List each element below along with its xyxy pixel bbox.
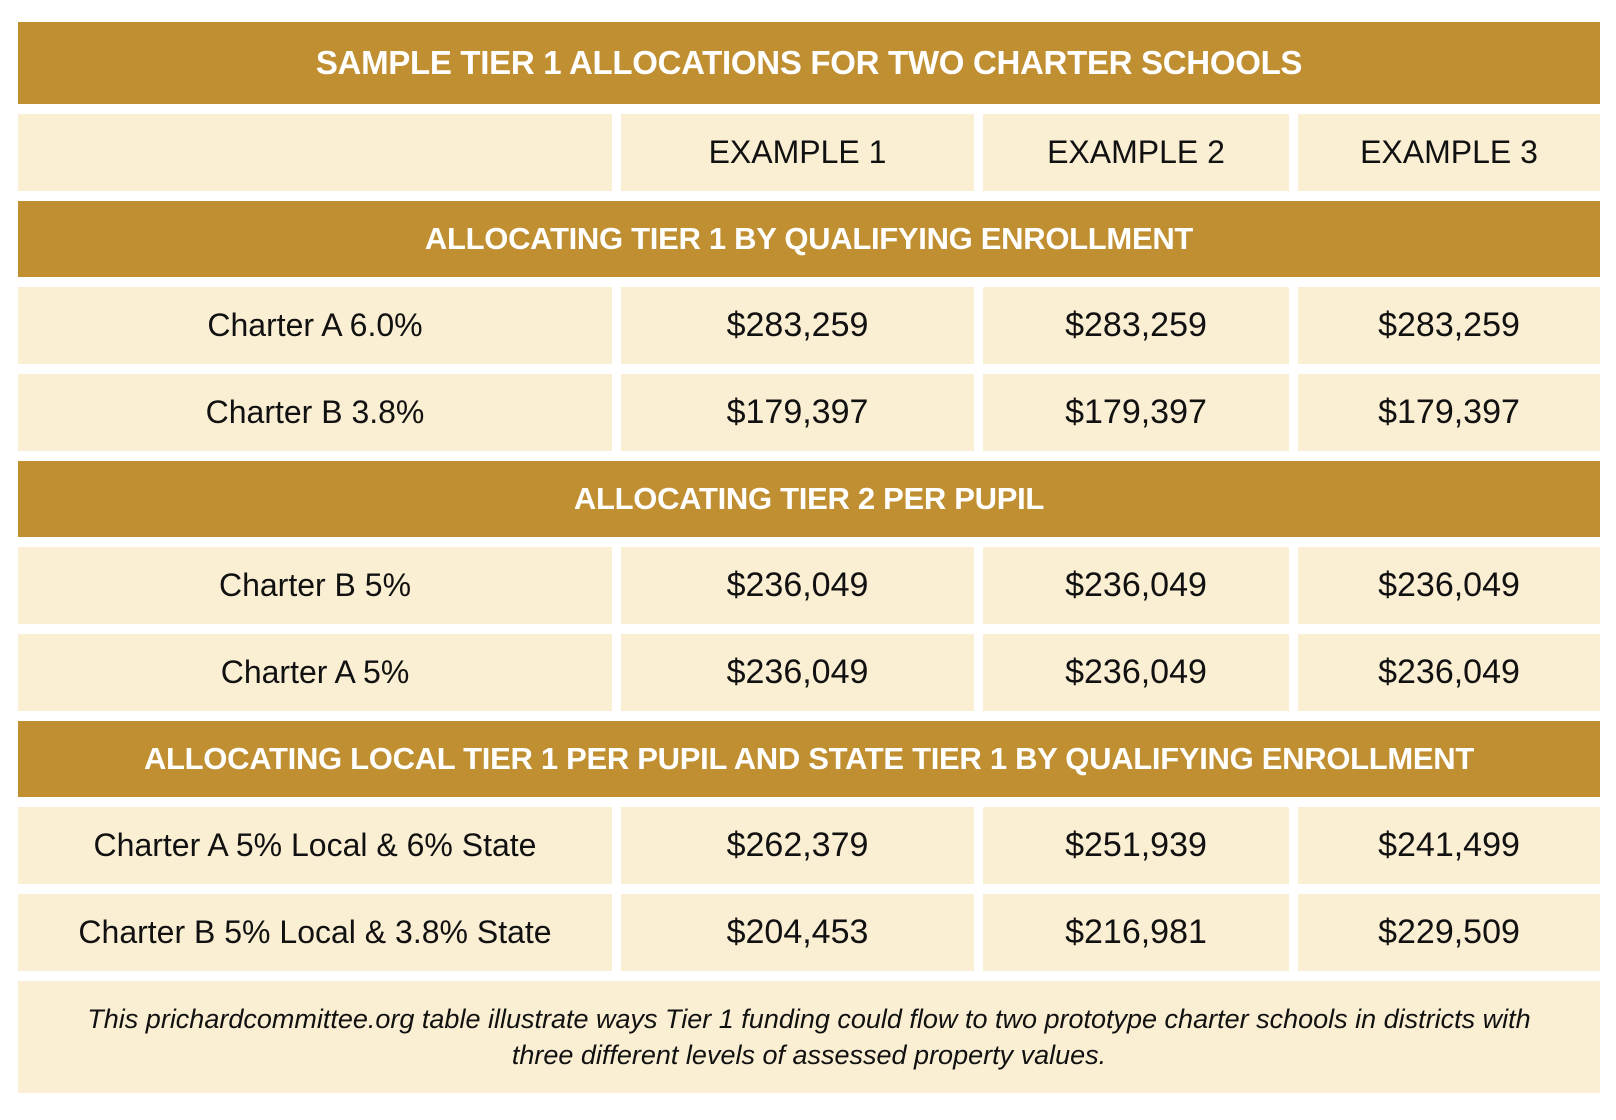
table-row <box>18 894 1600 971</box>
section-heading-tier-2-per-pupil: ALLOCATING TIER 2 PER PUPIL <box>18 461 1600 537</box>
row-label: Charter B 5% Local & 3.8% State <box>18 894 612 971</box>
value-example-3: $236,049 <box>1298 547 1600 624</box>
table-row <box>18 547 1600 624</box>
value-example-3: $241,499 <box>1298 807 1600 884</box>
table-title: SAMPLE TIER 1 ALLOCATIONS FOR TWO CHARTER SCHOOLS <box>18 22 1600 104</box>
value-example-2: $179,397 <box>983 374 1289 451</box>
table-row <box>18 287 1600 364</box>
value-example-3: $236,049 <box>1298 634 1600 711</box>
row-label: Charter B 5% <box>18 547 612 624</box>
table-row <box>18 634 1600 711</box>
allocations-table <box>18 22 1600 1093</box>
row-label: Charter A 5% Local & 6% State <box>18 807 612 884</box>
value-example-1: $283,259 <box>621 287 974 364</box>
table-row <box>18 807 1600 884</box>
value-example-1: $236,049 <box>621 634 974 711</box>
value-example-3: $283,259 <box>1298 287 1600 364</box>
value-example-1: $179,397 <box>621 374 974 451</box>
header-example-1: EXAMPLE 1 <box>621 114 974 191</box>
value-example-3: $179,397 <box>1298 374 1600 451</box>
value-example-2: $283,259 <box>983 287 1289 364</box>
value-example-2: $216,981 <box>983 894 1289 971</box>
row-label: Charter A 6.0% <box>18 287 612 364</box>
header-example-3: EXAMPLE 3 <box>1298 114 1600 191</box>
value-example-3: $229,509 <box>1298 894 1600 971</box>
row-label: Charter B 3.8% <box>18 374 612 451</box>
section-heading-qualifying-enrollment: ALLOCATING TIER 1 BY QUALIFYING ENROLLMENT <box>18 201 1600 277</box>
row-label: Charter A 5% <box>18 634 612 711</box>
value-example-1: $204,453 <box>621 894 974 971</box>
table-row <box>18 374 1600 451</box>
table-footnote: This prichardcommittee.org table illustrate ways Tier 1 funding could flow to two prototype charter schools in districts with three different levels of assessed property values. <box>18 981 1600 1093</box>
value-example-2: $236,049 <box>983 547 1289 624</box>
header-row <box>18 114 1600 191</box>
value-example-2: $236,049 <box>983 634 1289 711</box>
section-heading-local-and-state: ALLOCATING LOCAL TIER 1 PER PUPIL AND STATE TIER 1 BY QUALIFYING ENROLLMENT <box>18 721 1600 797</box>
value-example-1: $236,049 <box>621 547 974 624</box>
value-example-2: $251,939 <box>983 807 1289 884</box>
value-example-1: $262,379 <box>621 807 974 884</box>
header-example-2: EXAMPLE 2 <box>983 114 1289 191</box>
header-empty-cell <box>18 114 612 191</box>
